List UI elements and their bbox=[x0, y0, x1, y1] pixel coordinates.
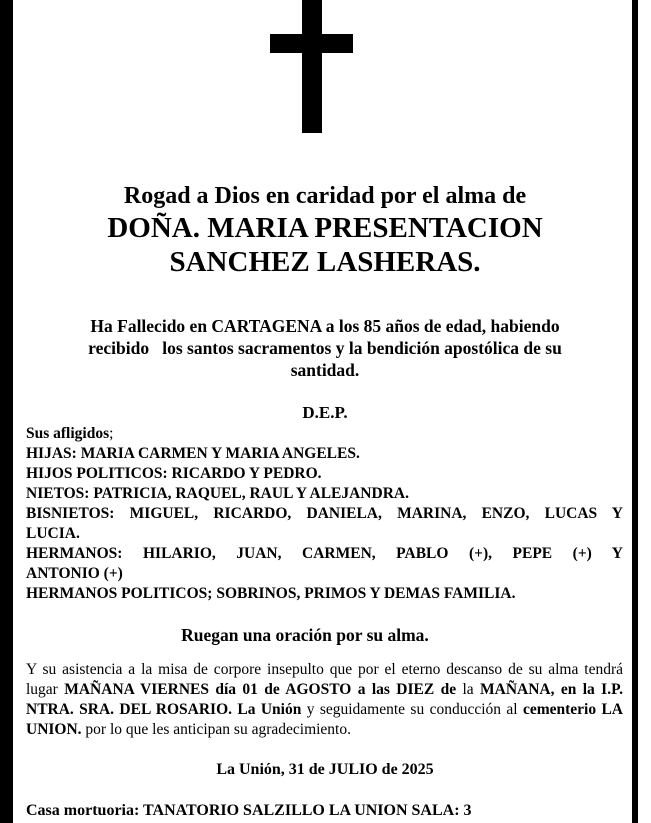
cemetery-name: cementerio LA UNION. bbox=[26, 701, 624, 738]
family-bisnietos: BISNIETOS: MIGUEL, RICARDO, DANIELA, MARINA, ENZO, LUCAS Y bbox=[26, 505, 623, 522]
mass-text-4: por lo que les anticipan su agradecimiento. bbox=[81, 721, 351, 738]
mass-text-2: la bbox=[456, 681, 481, 698]
afligidos-label-text: Sus afligidos bbox=[26, 425, 110, 442]
mass-details bbox=[26, 660, 623, 740]
death-notice-line3: santidad. bbox=[290, 360, 360, 380]
deceased-name-line2: SANCHEZ LASHERAS. bbox=[169, 246, 481, 278]
notice-date: La Unión, 31 de JULIO de 2025 bbox=[216, 761, 434, 778]
cross-vertical-bar bbox=[302, 0, 322, 133]
afligidos-separator: ; bbox=[109, 425, 114, 442]
mass-text-1: Y su asistencia a la misa de corpore insepulto que por el eterno descanso de su alma tendrá lugar bbox=[26, 661, 623, 698]
family-hijos-politicos: HIJOS POLITICOS: RICARDO Y PEDRO. bbox=[26, 465, 322, 482]
deceased-name-line1: DOÑA. MARIA PRESENTACION bbox=[107, 212, 543, 244]
right-border bbox=[632, 0, 638, 823]
family-hijas: HIJAS: MARIA CARMEN Y MARIA ANGELES. bbox=[26, 445, 360, 462]
mass-date: MAÑANA VIERNES día 01 de AGOSTO a las DIEZ de bbox=[64, 681, 457, 698]
family-hermanos-cont: ANTONIO (+) bbox=[26, 565, 123, 582]
death-notice-line1: Ha Fallecido en CARTAGENA a los 85 años de edad, habiendo bbox=[90, 316, 560, 336]
afligidos-label bbox=[26, 424, 623, 444]
family-nietos: NIETOS: PATRICIA, RAQUEL, RAUL Y ALEJANDRA. bbox=[26, 485, 409, 502]
left-border bbox=[0, 0, 13, 823]
funeral-home: Casa mortuoria: TANATORIO SALZILLO LA UNION SALA: 3 bbox=[26, 802, 472, 819]
family-bisnietos-cont: LUCIA. bbox=[26, 525, 80, 542]
family-hermanos-politicos: HERMANOS POLITICOS; SOBRINOS, PRIMOS Y DEMAS FAMILIA. bbox=[26, 585, 516, 602]
mass-text-3: y seguidamente su conducción al bbox=[301, 701, 523, 718]
mass-place: MAÑANA, en la I.P. NTRA. SRA. DEL ROSARIO. La Unión bbox=[26, 681, 623, 718]
intro-text: Rogad a Dios en caridad por el alma de bbox=[123, 183, 527, 209]
death-notice-line2: recibido los santos sacramentos y la bendición apostólica de su bbox=[88, 338, 562, 358]
death-notice bbox=[50, 315, 600, 381]
family-list bbox=[26, 424, 623, 604]
family-hermanos: HERMANOS: HILARIO, JUAN, CARMEN, PABLO (+), PEPE (+) Y bbox=[26, 545, 623, 562]
dep-heading: D.E.P. bbox=[302, 403, 348, 422]
deceased-name bbox=[26, 211, 624, 279]
prayer-request: Ruegan una oración por su alma. bbox=[181, 625, 429, 645]
cross-horizontal-bar bbox=[270, 34, 353, 53]
